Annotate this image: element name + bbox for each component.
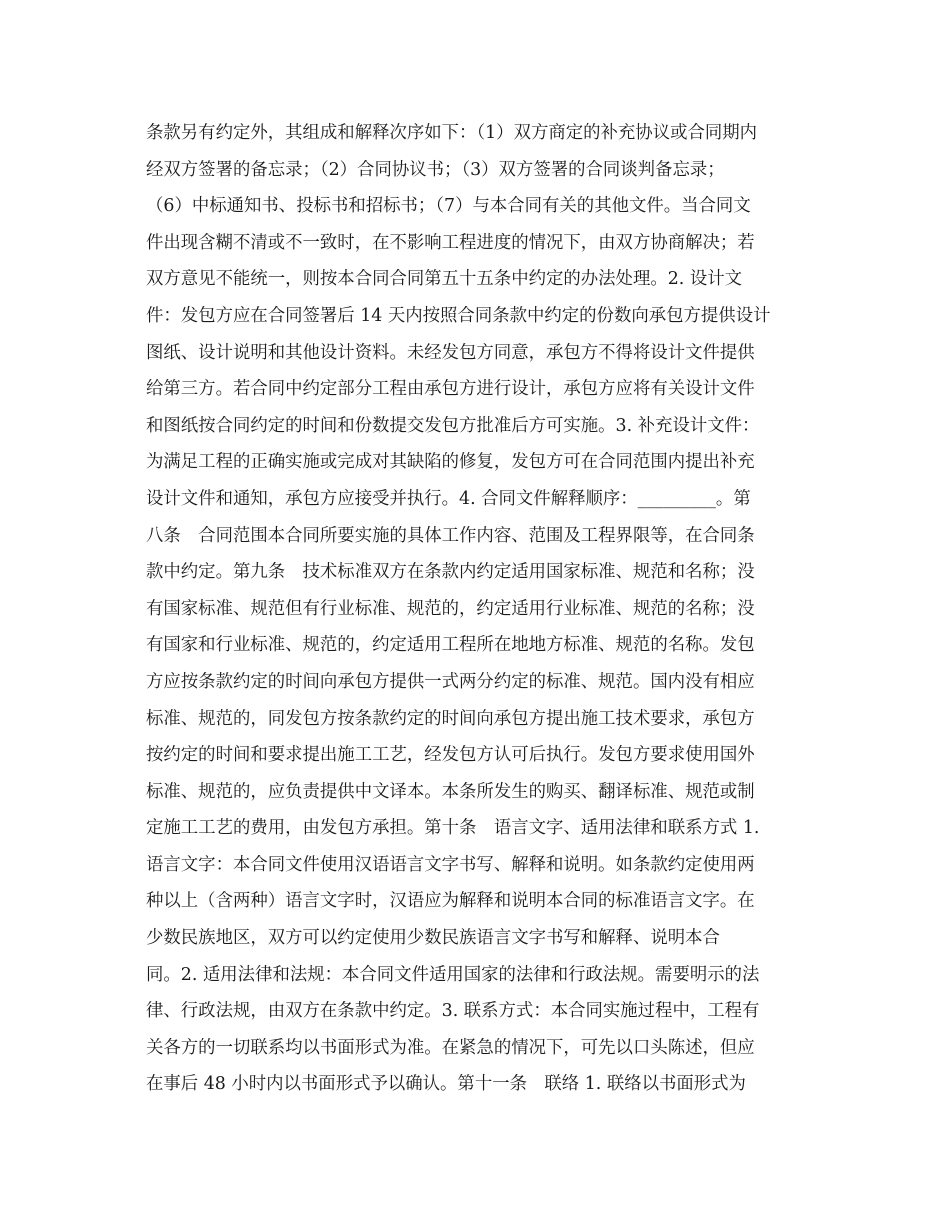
text-line: 同。2. 适用法律和法规：本合同文件适用国家的法律和行政法规。需要明示的法 xyxy=(146,964,760,985)
text-line: 图纸、设计说明和其他设计资料。未经发包方同意，承包方不得将设计文件提供 xyxy=(146,342,755,363)
text-line: 少数民族地区，双方可以约定使用少数民族语言文字书写和解释、说明本合 xyxy=(146,928,720,949)
text-line: 件：发包方应在合同签署后 14 天内按照合同条款中约定的份数向承包方提供设计 xyxy=(146,305,771,326)
text-line: 条款另有约定外，其组成和解释次序如下：（1）双方商定的补充协议或合同期内 xyxy=(146,123,758,143)
text-line: 语言文字：本合同文件使用汉语语言文字书写、解释和说明。如条款约定使用两 xyxy=(146,854,755,875)
text-line: 八条 合同范围本合同所要实施的具体工作内容、范围及工程界限等，在合同条 xyxy=(146,525,755,546)
contract-body-text xyxy=(146,115,816,1103)
text-line: 和图纸按合同约定的时间和份数提交发包方批准后方可实施。3. 补充设计文件： xyxy=(146,415,760,436)
text-line: （6）中标通知书、投标书和招标书；（7）与本合同有关的其他文件。当合同文 xyxy=(146,196,751,217)
text-line: 按约定的时间和要求提出施工工艺，经发包方认可后执行。发包方要求使用国外 xyxy=(146,745,755,766)
text-line: 设计文件和通知，承包方应接受并执行。4. 合同文件解释顺序：_________。第 xyxy=(146,488,751,509)
text-line: 种以上（含两种）语言文字时，汉语应为解释和说明本合同的标准语言文字。在 xyxy=(146,891,755,912)
text-line: 在事后 48 小时内以书面形式予以确认。第十一条 联络 1. 联络以书面形式为 xyxy=(146,1074,746,1095)
text-line: 有国家标准、规范但有行业标准、规范的，约定适用行业标准、规范的名称；没 xyxy=(146,598,755,619)
text-line: 标准、规范的，同发包方按条款约定的时间向承包方提出施工技术要求，承包方 xyxy=(146,708,755,729)
text-line: 关各方的一切联系均以书面形式为准。在紧急的情况下，可先以口头陈述，但应 xyxy=(146,1037,755,1058)
text-line: 双方意见不能统一，则按本合同合同第五十五条中约定的办法处理。2. 设计文 xyxy=(146,269,743,290)
text-line: 方应按条款约定的时间向承包方提供一式两分约定的标准、规范。国内没有相应 xyxy=(146,671,755,692)
text-line: 款中约定。第九条 技术标准双方在条款内约定适用国家标准、规范和名称；没 xyxy=(146,562,755,583)
text-line: 有国家和行业标准、规范的，约定适用工程所在地地方标准、规范的名称。发包 xyxy=(146,635,755,656)
text-line: 件出现含糊不清或不一致时，在不影响工程进度的情况下，由双方协商解决；若 xyxy=(146,232,755,253)
text-line: 律、行政法规，由双方在条款中约定。3. 联系方式：本合同实施过程中，工程有 xyxy=(146,1001,760,1022)
text-line: 为满足工程的正确实施或完成对其缺陷的修复，发包方可在合同范围内提出补充 xyxy=(146,452,755,473)
text-line: 给第三方。若合同中约定部分工程由承包方进行设计，承包方应将有关设计文件 xyxy=(146,379,755,400)
text-line: 定施工工艺的费用，由发包方承担。第十条 语言文字、适用法律和联系方式 1. xyxy=(146,818,760,839)
text-line: 经双方签署的备忘录；（2）合同协议书；（3）双方签署的合同谈判备忘录； xyxy=(146,159,725,180)
text-line: 标准、规范的，应负责提供中文译本。本条所发生的购买、翻译标准、规范或制 xyxy=(146,781,755,802)
